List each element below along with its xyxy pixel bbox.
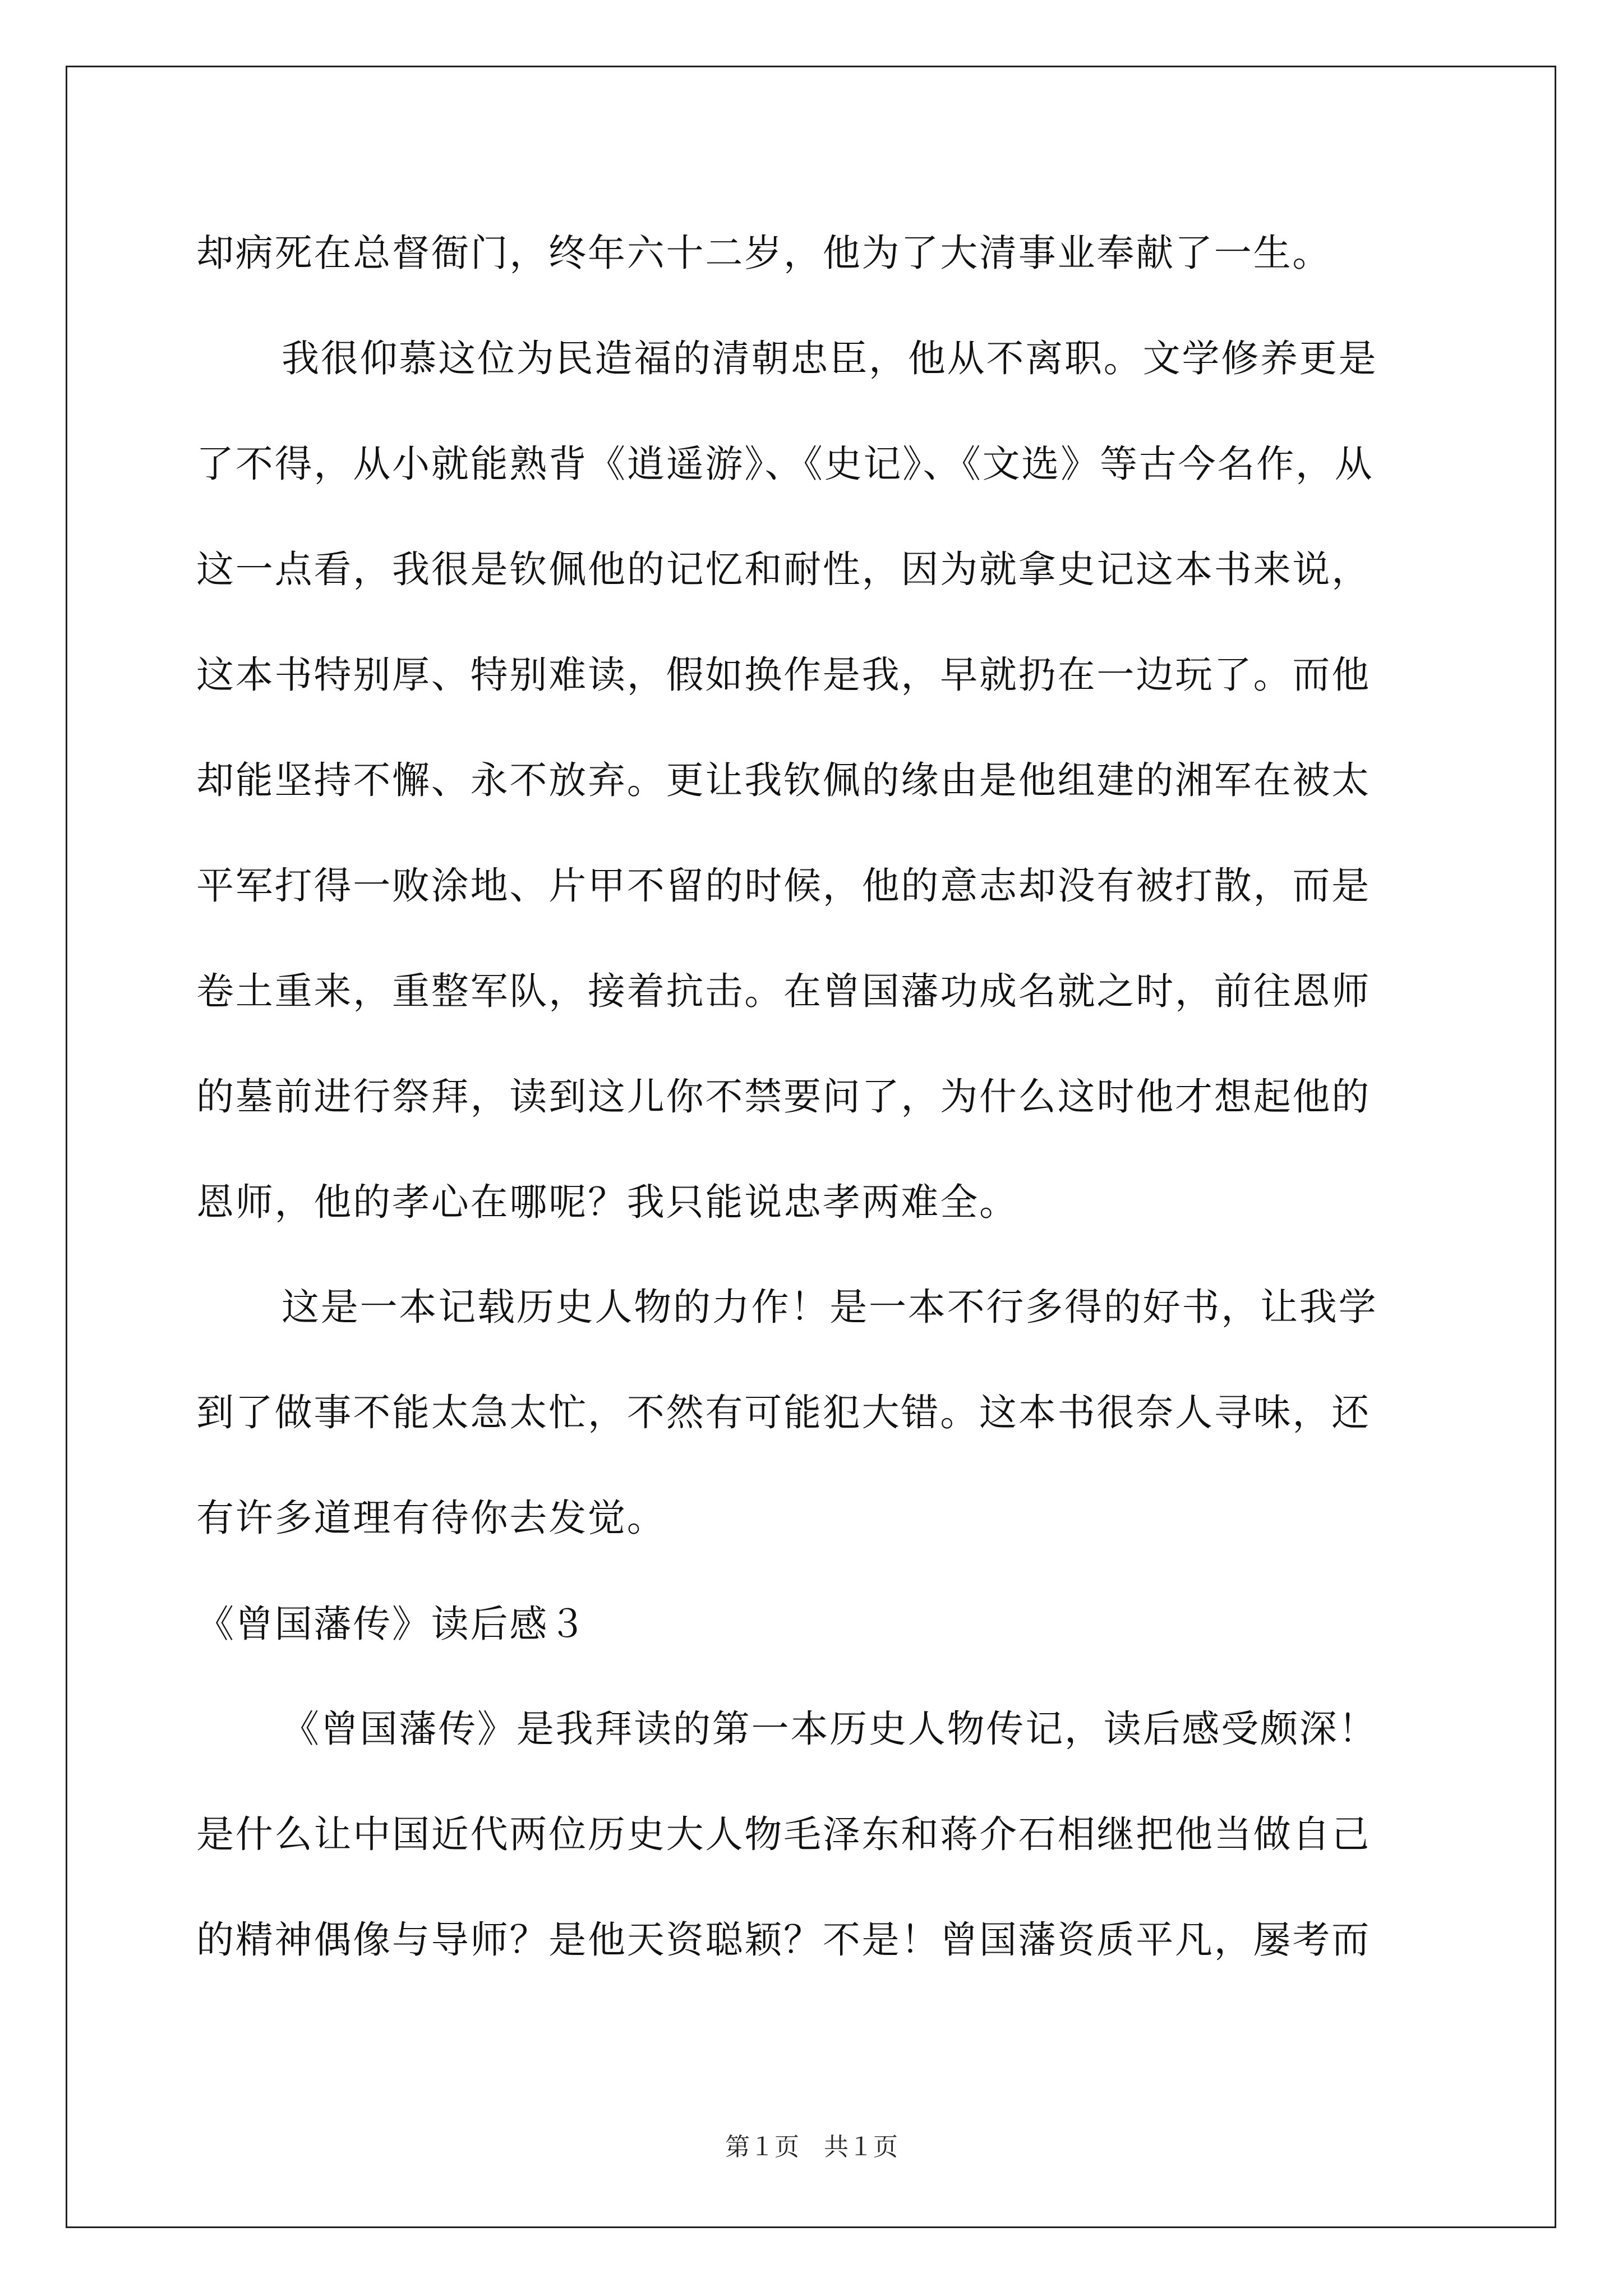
paragraph-line: 了不得，从小就能熟背《逍遥游》、《史记》、《文选》等古今名作，从 [196,442,1374,486]
paragraph-line: 我很仰慕这位为民造福的清朝忠臣，他从不离职。文学修养更是 [282,337,1378,380]
paragraph-line: 卷土重来，重整军队，接着抗击。在曾国藩功成名就之时，前往恩师 [196,969,1371,1013]
paragraph-line: 却能坚持不懈、永不放弃。更让我钦佩的缘由是他组建的湘军在被太 [196,758,1371,802]
section-heading: 《曾国藩传》读后感３ [196,1602,588,1646]
paragraph-line: 却病死在总督衙门，终年六十二岁，他为了大清事业奉献了一生。 [196,231,1332,275]
paragraph-line: 有许多道理有待你去发觉。 [196,1496,666,1540]
paragraph-line: 《曾国藩传》是我拜读的第一本历史人物传记，读后感受颇深！ [282,1707,1378,1751]
paragraph-line: 是什么让中国近代两位历史大人物毛泽东和蒋介石相继把他当做自己 [196,1812,1371,1856]
page-border [66,66,1556,2228]
paragraph-line: 的墓前进行祭拜，读到这儿你不禁要问了，为什么这时他才想起他的 [196,1075,1371,1119]
paragraph-line: 这是一本记载历史人物的力作！是一本不行多得的好书，让我学 [282,1285,1378,1329]
paragraph-line: 这本书特别厚、特别难读，假如换作是我，早就扔在一边玩了。而他 [196,653,1371,697]
page-number-footer: 第１页 共１页 [725,2133,898,2161]
paragraph-line: 恩师，他的孝心在哪呢？我只能说忠孝两难全。 [196,1180,1018,1224]
paragraph-line: 到了做事不能太急太忙，不然有可能犯大错。这本书很奈人寻味，还 [196,1391,1371,1434]
paragraph-line: 的精神偶像与导师？是他天资聪颖？不是！曾国藩资质平凡，屡考而 [196,1918,1371,1962]
paragraph-line: 平军打得一败涂地、片甲不留的时候，他的意志却没有被打散，而是 [196,864,1371,908]
paragraph-line: 这一点看，我很是钦佩他的记忆和耐性，因为就拿史记这本书来说， [196,547,1371,591]
